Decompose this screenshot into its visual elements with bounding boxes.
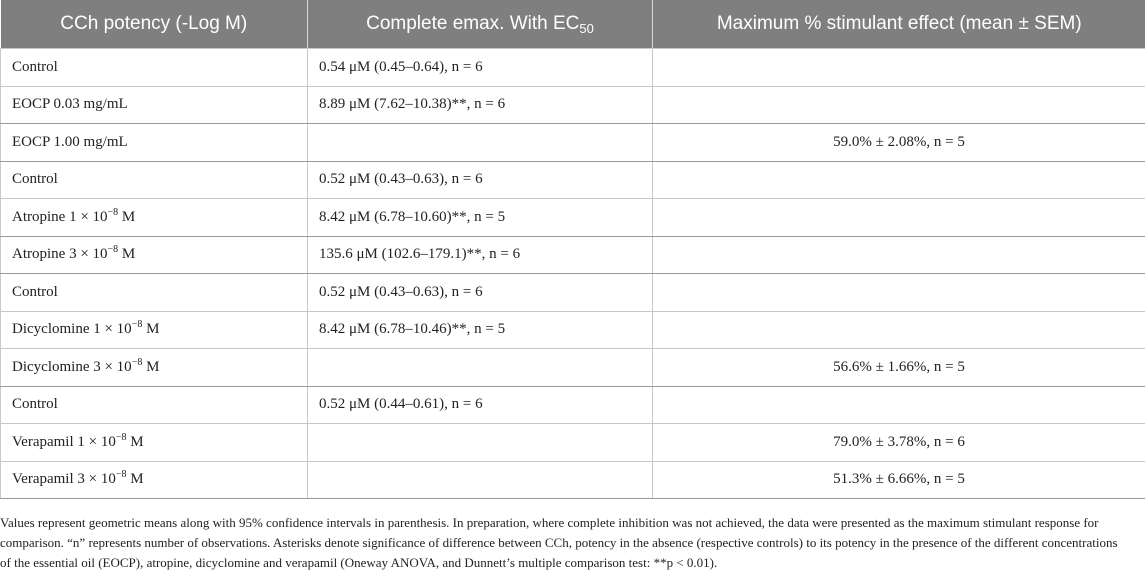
- header-complete-emax: [308, 0, 653, 49]
- cell-max-effect: [653, 274, 1145, 312]
- cell-ec50: 0.52 μM (0.43–0.63), n = 6: [308, 274, 653, 312]
- cell-ec50: 8.89 μM (7.62–10.38)**, n = 6: [308, 86, 653, 124]
- treatment-label: Verapamil 3 × 10: [12, 471, 116, 488]
- cell-treatment: [1, 161, 308, 199]
- table-row: [1, 49, 1145, 87]
- treatment-exponent: −8: [131, 356, 143, 368]
- cell-max-effect: [653, 386, 1145, 424]
- treatment-unit: M: [118, 208, 136, 225]
- cell-max-effect: [653, 161, 1145, 199]
- cell-max-effect: [653, 199, 1145, 237]
- cell-treatment: [1, 386, 308, 424]
- treatment-label: Dicyclomine 1 × 10: [12, 321, 132, 338]
- cell-ec50: 8.42 μM (6.78–10.46)**, n = 5: [308, 311, 653, 349]
- cell-ec50: [308, 349, 653, 387]
- header-max-stimulant-effect: Maximum % stimulant effect (mean ± SEM): [653, 0, 1145, 49]
- header-ec50-subscript: 50: [579, 20, 594, 36]
- cell-max-effect: 59.0% ± 2.08%, n = 5: [653, 124, 1145, 162]
- cell-treatment: [1, 461, 308, 499]
- cell-max-effect: [653, 49, 1145, 87]
- table-row: [1, 386, 1145, 424]
- treatment-exponent: −8: [107, 206, 119, 218]
- cell-ec50: 8.42 μM (6.78–10.60)**, n = 5: [308, 199, 653, 237]
- cell-max-effect: [653, 236, 1145, 274]
- cell-ec50: [308, 424, 653, 462]
- cell-max-effect: [653, 86, 1145, 124]
- cell-treatment: [1, 124, 308, 162]
- table-row: [1, 311, 1145, 349]
- cell-ec50: [308, 461, 653, 499]
- table-row: [1, 349, 1145, 387]
- table-row: [1, 461, 1145, 499]
- cell-ec50: 135.6 μM (102.6–179.1)**, n = 6: [308, 236, 653, 274]
- cell-treatment: [1, 349, 308, 387]
- cell-ec50: 0.52 μM (0.44–0.61), n = 6: [308, 386, 653, 424]
- table-body: [1, 49, 1145, 499]
- cell-treatment: [1, 311, 308, 349]
- table-footnote: Values represent geometric means along with 95% confidence intervals in parenthesis. In preparation, where complete inhibition was not achieved, the data were presented as the maximum stimulant response for comparison. “n” represents number of observations. Asterisks denote significance of difference between CCh, potency in the absence (respective controls) to its potency in the presence of the different concentrations of the essential oil (EOCP), atropine, dicyclomine and verapamil (Oneway ANOVA, and Dunnett’s multiple comparison test: **p < 0.01).: [0, 515, 1118, 570]
- table-row: [1, 124, 1145, 162]
- treatment-label: Dicyclomine 3 × 10: [12, 358, 132, 375]
- treatment-label: Verapamil 1 × 10: [12, 433, 116, 450]
- treatment-label: Atropine 1 × 10: [12, 208, 108, 225]
- treatment-unit: M: [126, 433, 144, 450]
- cell-treatment: [1, 424, 308, 462]
- treatment-label: EOCP 0.03 mg/mL: [12, 96, 128, 113]
- cell-max-effect: 79.0% ± 3.78%, n = 6: [653, 424, 1145, 462]
- table-row: [1, 86, 1145, 124]
- cell-treatment: [1, 49, 308, 87]
- cell-treatment: [1, 86, 308, 124]
- cell-treatment: [1, 199, 308, 237]
- header-cch-potency: CCh potency (-Log M): [1, 0, 308, 49]
- cell-max-effect: [653, 311, 1145, 349]
- treatment-label: Control: [12, 396, 58, 413]
- table-row: [1, 424, 1145, 462]
- treatment-label: EOCP 1.00 mg/mL: [12, 133, 128, 150]
- header-row: [1, 0, 1145, 49]
- cell-ec50: 0.54 μM (0.45–0.64), n = 6: [308, 49, 653, 87]
- treatment-label: Control: [12, 283, 58, 300]
- cell-max-effect: 56.6% ± 1.66%, n = 5: [653, 349, 1145, 387]
- treatment-unit: M: [142, 358, 160, 375]
- cell-treatment: [1, 236, 308, 274]
- treatment-unit: M: [142, 321, 160, 338]
- table-header: [1, 0, 1145, 49]
- treatment-label: Atropine 3 × 10: [12, 246, 108, 263]
- treatment-label: Control: [12, 171, 58, 188]
- table-row: [1, 161, 1145, 199]
- cell-ec50: 0.52 μM (0.43–0.63), n = 6: [308, 161, 653, 199]
- treatment-exponent: −8: [131, 319, 143, 331]
- cell-max-effect: 51.3% ± 6.66%, n = 5: [653, 461, 1145, 499]
- treatment-unit: M: [118, 246, 136, 263]
- treatment-exponent: −8: [115, 469, 127, 481]
- treatment-unit: M: [126, 471, 144, 488]
- header-complete-emax-label: Complete emax. With EC: [366, 13, 580, 34]
- treatment-label: Control: [12, 58, 58, 75]
- treatment-exponent: −8: [107, 244, 119, 256]
- table-row: [1, 236, 1145, 274]
- treatment-exponent: −8: [115, 431, 127, 443]
- cell-treatment: [1, 274, 308, 312]
- table-row: [1, 199, 1145, 237]
- cell-ec50: [308, 124, 653, 162]
- table-row: [1, 274, 1145, 312]
